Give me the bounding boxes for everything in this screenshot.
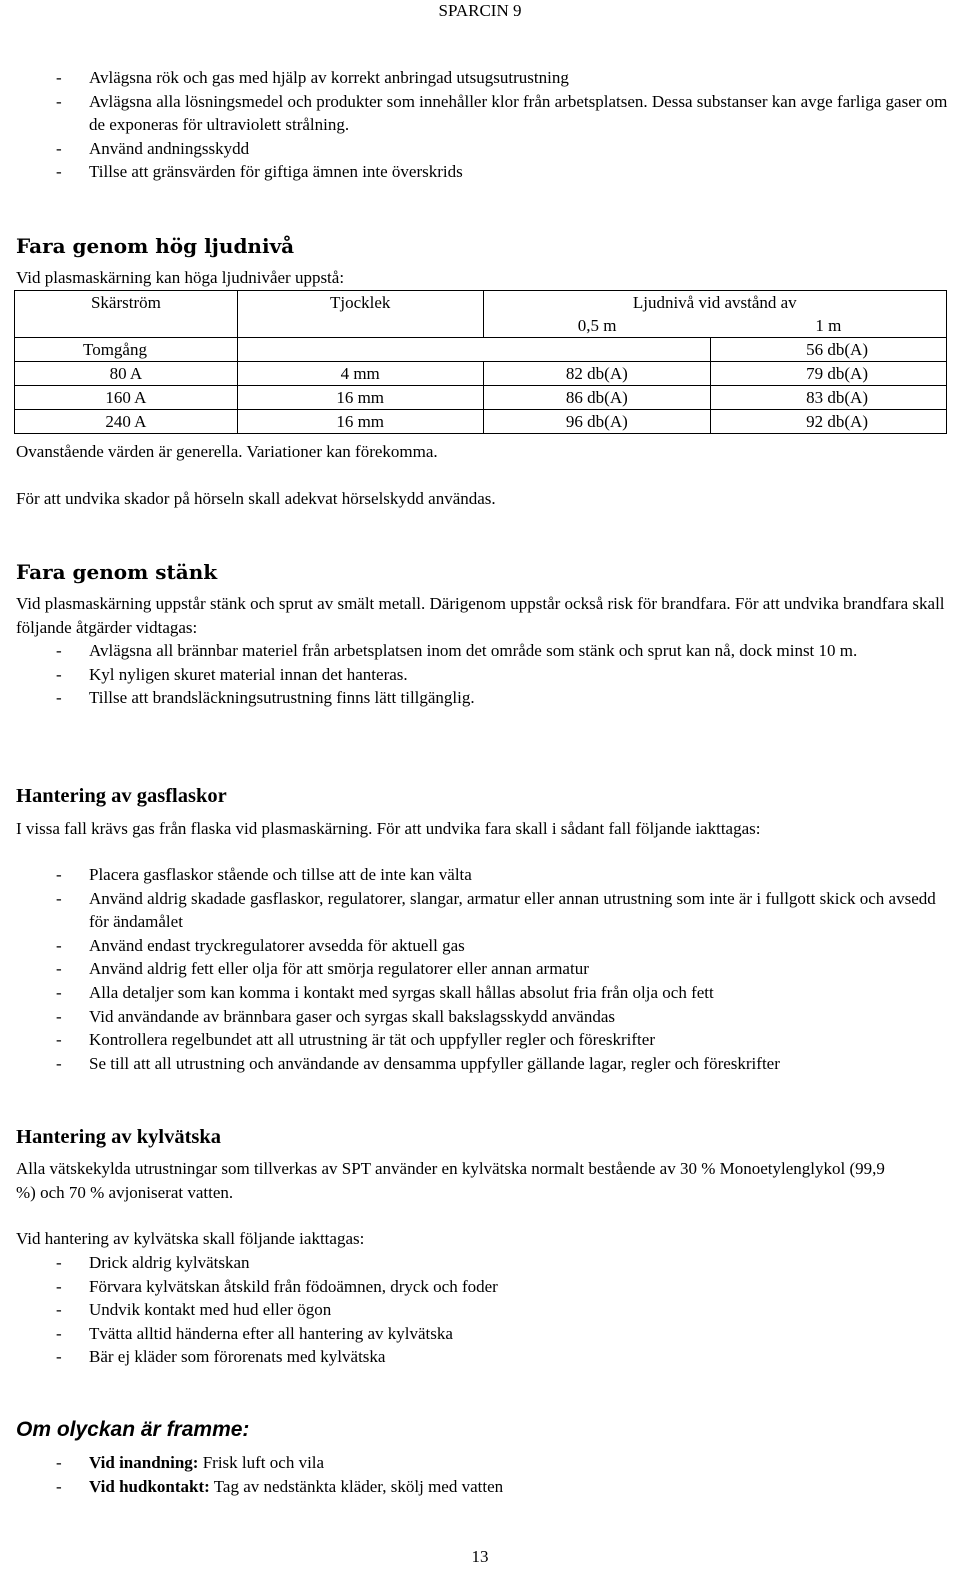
list-item: - Placera gasflaskor stående och tillse att de inte kan välta xyxy=(16,863,951,887)
header-level: Ljudnivå vid avstånd av xyxy=(483,291,946,315)
spatter-intro: Vid plasmaskärning uppstår stänk och sprut av smält metall. Därigenom uppstår också risk för brandfara. För att undvika brandfara skall följande åtgärder vidtagas: xyxy=(16,594,945,637)
noise-advice: För att undvika skador på hörseln skall adekvat hörselskydd användas. xyxy=(16,489,496,508)
accident-list xyxy=(16,1451,951,1498)
list-item: - Tillse att gränsvärden för giftiga ämnen inte överskrids xyxy=(16,160,951,184)
list-item: - Alla detaljer som kan komma i kontakt med syrgas skall hållas absolut fria från olja och fett xyxy=(16,981,951,1005)
list-item: - Bär ej kläder som förorenats med kylvätska xyxy=(16,1345,951,1369)
table-subheader-row xyxy=(15,314,947,338)
table-row: Tomgång 56 db(A) xyxy=(15,338,947,362)
spatter-list xyxy=(16,639,951,710)
list-item: - Avlägsna rök och gas med hjälp av korrekt anbringad utsugsutrustning xyxy=(16,66,951,90)
noise-heading: Fara genom hög ljudnivå xyxy=(16,234,295,258)
header-dist-05: 0,5 m xyxy=(483,314,711,338)
list-item: - Vid hudkontakt: Tag av nedstänkta kläder, skölj med vatten xyxy=(16,1475,951,1499)
list-item: - Drick aldrig kylvätskan xyxy=(16,1251,951,1275)
noise-intro: Vid plasmaskärning kan höga ljudnivåer uppstå: xyxy=(16,268,345,287)
table-row: 80 A 4 mm 82 db(A) 79 db(A) xyxy=(15,362,947,386)
list-item: - Vid användande av brännbara gaser och syrgas skall bakslagsskydd användas xyxy=(16,1005,951,1029)
gas-list xyxy=(16,863,951,1075)
list-item: - Se till att all utrustning och användande av densamma uppfyller gällande lagar, regler och föreskrifter xyxy=(16,1052,951,1076)
page-header: SPARCIN 9 xyxy=(438,1,522,20)
gas-heading: Hantering av gasflaskor xyxy=(16,785,227,807)
header-current: Skärström xyxy=(15,291,238,315)
accident-heading: Om olyckan är framme: xyxy=(16,1418,250,1441)
page-number: 13 xyxy=(471,1547,489,1566)
list-item: - Kontrollera regelbundet att all utrustning är tät och uppfyller regler och föreskrifter xyxy=(16,1028,951,1052)
list-item: - Tillse att brandsläckningsutrustning finns lätt tillgänglig. xyxy=(16,686,951,710)
table-row: 240 A 16 mm 96 db(A) 92 db(A) xyxy=(15,410,947,434)
coolant-intro: Alla vätskekylda utrustningar som tillverkas av SPT använder en kylvätska normalt bestående av 30 % Monoetylenglykol (99,9 %) och 70 % avjoniserat vatten. xyxy=(16,1159,885,1202)
list-item: - Undvik kontakt med hud eller ögon xyxy=(16,1298,951,1322)
list-item: - Förvara kylvätskan åtskild från födoämnen, dryck och foder xyxy=(16,1275,951,1299)
gas-intro: I vissa fall krävs gas från flaska vid plasmaskärning. För att undvika fara skall i sådant fall följande iakttagas: xyxy=(16,819,761,838)
coolant-list xyxy=(16,1251,951,1369)
table-row: 160 A 16 mm 86 db(A) 83 db(A) xyxy=(15,386,947,410)
list-item: - Avlägsna all brännbar materiel från arbetsplatsen inom det område som stänk och sprut kan nå, dock minst 10 m. xyxy=(16,639,951,663)
list-item: - Kyl nyligen skuret material innan det hanteras. xyxy=(16,663,951,687)
list-item: - Använd aldrig skadade gasflaskor, regulatorer, slangar, armatur eller annan utrustning som inte är i fullgott skick och avsedd för ändamålet xyxy=(16,887,951,934)
coolant-heading: Hantering av kylvätska xyxy=(16,1126,222,1148)
list-item: - Tvätta alltid händerna efter all hantering av kylvätska xyxy=(16,1322,951,1346)
header-dist-1: 1 m xyxy=(711,314,947,338)
noise-table xyxy=(14,290,947,434)
spatter-heading: Fara genom stänk xyxy=(16,560,218,584)
intro-list xyxy=(16,66,951,184)
noise-note: Ovanstående värden är generella. Variationer kan förekomma. xyxy=(16,442,438,461)
list-item: - Använd aldrig fett eller olja för att smörja regulatorer eller annan armatur xyxy=(16,957,951,981)
list-item: - Vid inandning: Frisk luft och vila xyxy=(16,1451,951,1475)
header-thickness: Tjocklek xyxy=(237,291,483,315)
list-item: - Använd endast tryckregulatorer avsedda för aktuell gas xyxy=(16,934,951,958)
list-item: - Avlägsna alla lösningsmedel och produkter som innehåller klor från arbetsplatsen. Dessa substanser kan avge farliga gaser om de exponeras för ultraviolett strålning. xyxy=(16,90,951,137)
list-item: - Använd andningsskydd xyxy=(16,137,951,161)
table-header-row xyxy=(15,291,947,315)
coolant-intro2: Vid hantering av kylvätska skall följande iakttagas: xyxy=(16,1229,365,1248)
